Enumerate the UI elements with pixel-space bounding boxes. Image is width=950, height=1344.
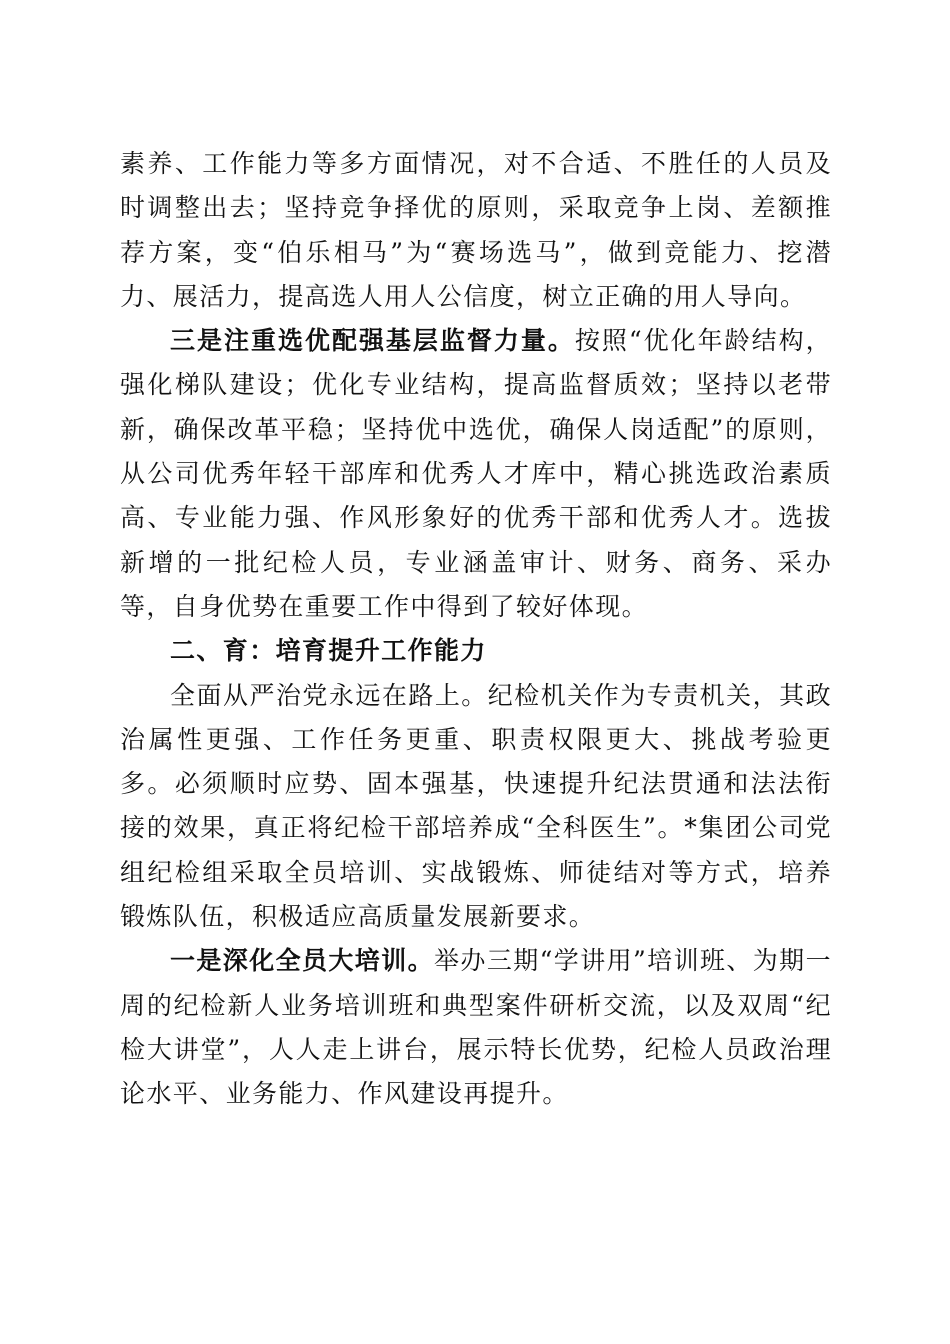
- section-intro: 全面从严治党永远在路上。纪检机关作为专责机关，其政治属性更强、工作任务更重、职责权限更大、挑战考验更多。必须顺时应势、固本强基，快速提升纪法贯通和法法衔接的效果，真正将纪检干部培养成“全科医生”。*集团公司党组纪检组采取全员培训、实战锻炼、师徒结对等方式，培养锻炼队伍，积极适应高质量发展新要求。: [120, 680, 832, 932]
- document-body: [120, 142, 832, 1117]
- paragraph-one-text: 举办三期“学讲用”培训班、为期一周的纪检新人业务培训班和典型案件研析交流，以及双周“纪检大讲堂”，人人走上讲台，展示特长优势，纪检人员政治理论水平、业务能力、作风建设再提升。: [120, 946, 832, 1109]
- paragraph-one: [120, 939, 832, 1116]
- paragraph-three-text: 按照“优化年龄结构，强化梯队建设；优化专业结构，提高监督质效；坚持以老带新，确保改革平稳；坚持优中选优，确保人岗适配”的原则，从公司优秀年轻干部库和优秀人才库中，精心挑选政治素质高、专业能力强、作风形象好的优秀干部和优秀人才。选拔新增的一批纪检人员，专业涵盖审计、财务、商务、采办等，自身优势在重要工作中得到了较好体现。: [120, 326, 832, 621]
- paragraph-three-lead: 三是注重选优配强基层监督力量。: [170, 326, 575, 356]
- paragraph-one-lead: 一是深化全员大培训。: [170, 946, 435, 976]
- paragraph-continued: 素养、工作能力等多方面情况，对不合适、不胜任的人员及时调整出去；坚持竞争择优的原则，采取竞争上岗、差额推荐方案，变“伯乐相马”为“赛场选马”，做到竞能力、挖潜力、展活力，提高选人用人公信度，树立正确的用人导向。: [120, 149, 832, 311]
- paragraph-three: [120, 319, 832, 629]
- section-heading: 二、育：培育提升工作能力: [170, 636, 487, 666]
